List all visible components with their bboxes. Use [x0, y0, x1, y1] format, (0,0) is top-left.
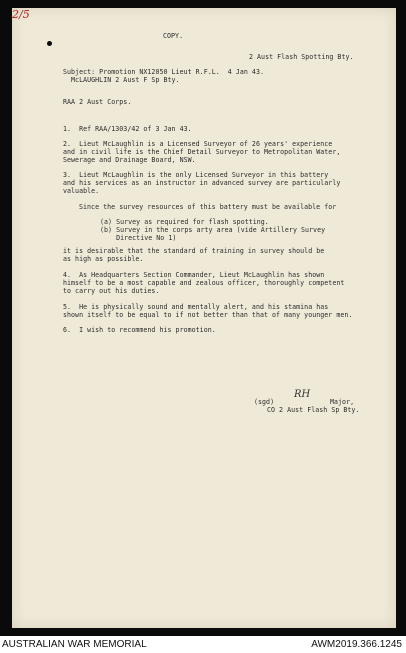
copy-mark: COPY. [163, 32, 184, 40]
punch-hole [47, 41, 52, 46]
survey-items-list: (a) Survey as required for flash spotting. (b) Survey in the corps arty area (vide Artillery Survey Directive No 1) [100, 218, 326, 243]
paragraph-conclusion: it is desirable that the standard of training in survey should be as high as possible. [63, 247, 325, 264]
unit-heading: 2 Aust Flash Spotting Bty. [249, 53, 354, 61]
document-page [12, 8, 396, 628]
footer-accession-id: AWM2019.366.1245 [311, 639, 402, 650]
paragraph-lead: Since the survey resources of this battery must be available for [79, 203, 337, 211]
footer-institution: AUSTRALIAN WAR MEMORIAL [2, 639, 147, 650]
signed-mark: (sgd) [254, 398, 275, 406]
paragraph-6: 6. I wish to recommend his promotion. [63, 326, 216, 334]
paragraph-3: 3. Lieut McLaughlin is the only Licensed Surveyor in this battery and his services as an instructor in advanced survey are particularly valuable. [63, 171, 341, 196]
paragraph-4: 4. As Headquarters Section Commander, Lieut McLaughlin has shown himself to be a most capable and zealous officer, thoroughly competent to carry out his duties. [63, 271, 345, 296]
folio-number: 2/5 [12, 8, 30, 21]
addressee: RAA 2 Aust Corps. [63, 98, 132, 106]
paragraph-5: 5. He is physically sound and mentally alert, and his stamina has shown itself to be equal to if not better than that of many younger men. [63, 303, 353, 320]
signature-initials: RH [294, 389, 311, 400]
paragraph-1: 1. Ref RAA/1303/42 of 3 Jan 43. [63, 125, 192, 133]
signatory-rank: Major, [330, 398, 355, 406]
signatory-title: CO 2 Aust Flash Sp Bty. [267, 406, 360, 414]
archive-footer [0, 636, 406, 653]
paragraph-2: 2. Lieut McLaughlin is a Licensed Surveyor of 26 years' experience and in civil life is the Chief Detail Surveyor to Metropolitan Water, Sewerage and Drainage Board, NSW. [63, 140, 341, 165]
subject-line: Subject: Promotion NX12050 Lieut R.F.L. 4 Jan 43. McLAUGHLIN 2 Aust F Sp Bty. [63, 68, 264, 85]
